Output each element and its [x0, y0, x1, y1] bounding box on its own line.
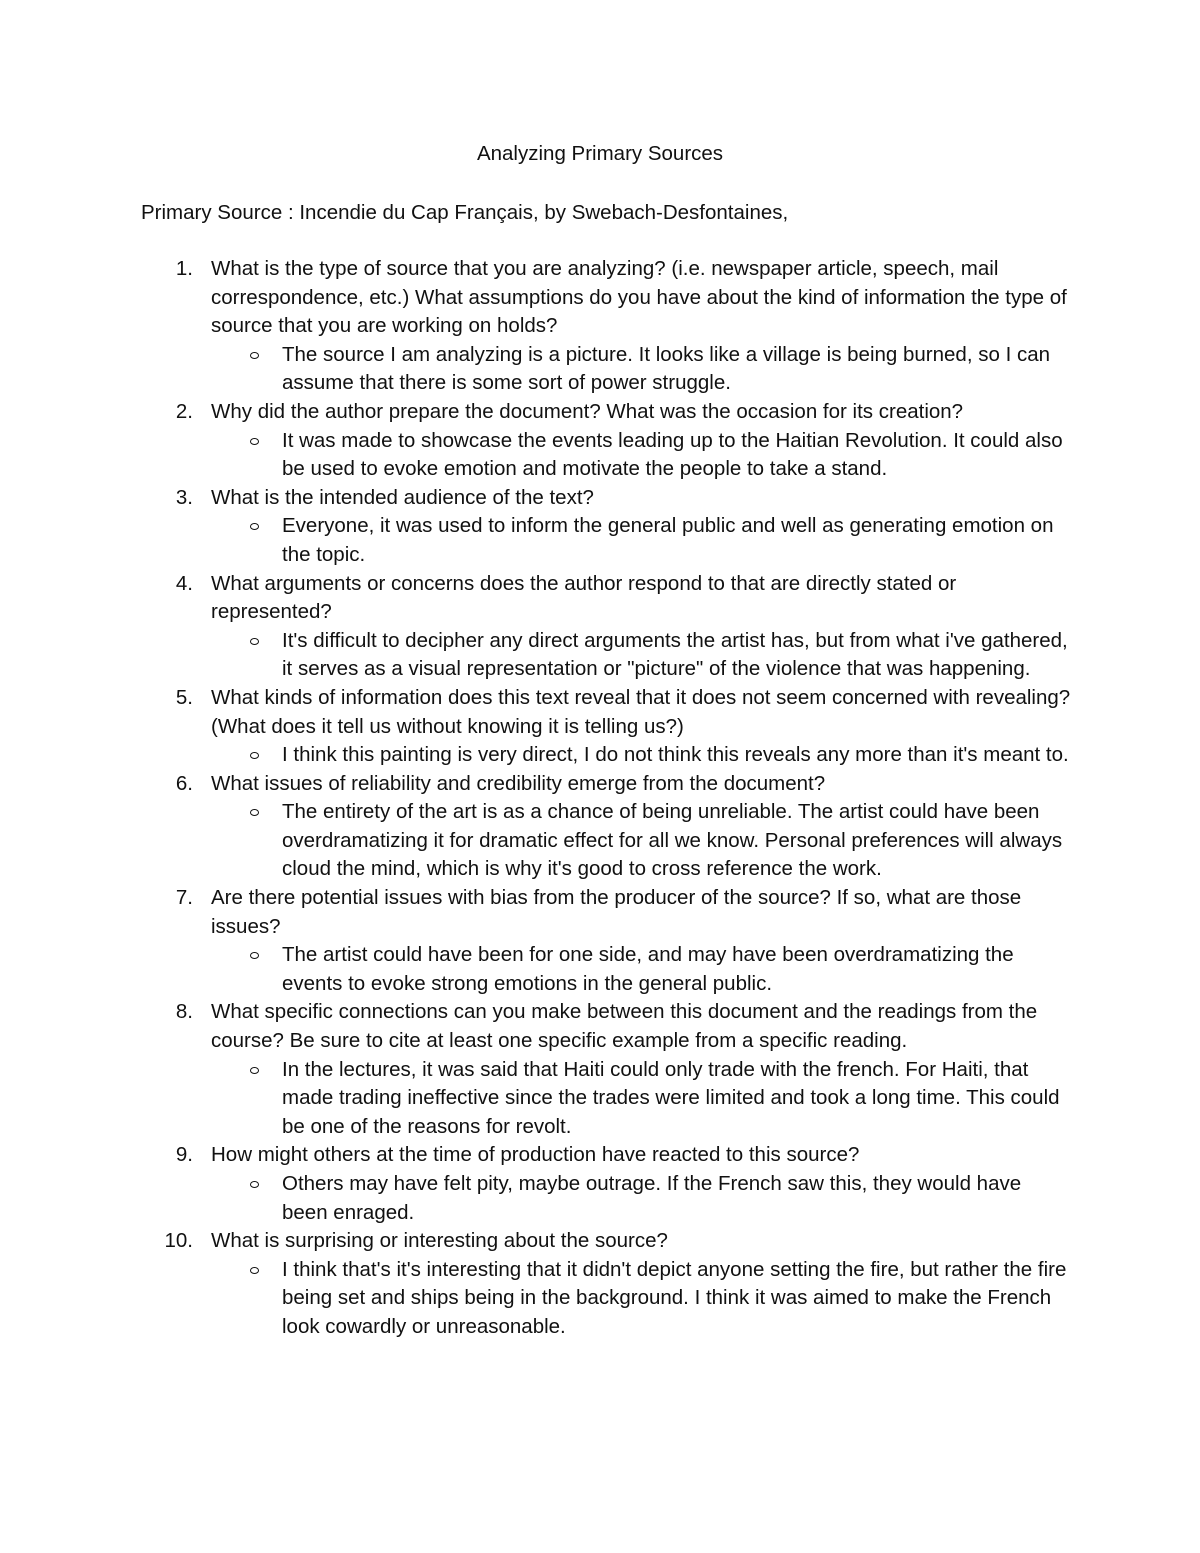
answer-item	[282, 1256, 1072, 1342]
answer-item	[282, 1170, 1072, 1227]
answer-text: The artist could have been for one side, and may have been overdramatizing the events to evoke strong emotions in the general public.	[282, 943, 1014, 995]
answer-list	[0, 341, 1200, 398]
question-number: 5.	[175, 685, 193, 709]
answer-list	[0, 1170, 1200, 1227]
answer-text: It's difficult to decipher any direct arguments the artist has, but from what i've gathered, it serves as a visual representation or "picture" of the violence that was happening.	[282, 628, 1068, 681]
question-number: 4.	[175, 571, 193, 595]
answer-text: Everyone, it was used to inform the general public and well as generating emotion on the topic.	[282, 514, 1054, 566]
question-text: Are there potential issues with bias from the producer of the source? If so, what are those issues?	[211, 886, 1022, 938]
answer-text: In the lectures, it was said that Haiti could only trade with the french. For Haiti, that made trading ineffective since the trades were limited and took a long time. This could be one of the reasons for revolt.	[282, 1057, 1060, 1138]
question-number: 6.	[175, 771, 193, 795]
answer-text: It was made to showcase the events leading up to the Haitian Revolution. It could also be used to evoke emotion and motivate the people to take a stand.	[282, 428, 1063, 481]
answer-list	[0, 941, 1200, 998]
question-number: 1.	[175, 257, 193, 280]
answer-list	[0, 627, 1200, 684]
hollow-circle-bullet-icon	[250, 638, 259, 645]
question-item	[0, 484, 1200, 570]
question-text: What issues of reliability and credibility emerge from the document?	[211, 771, 826, 795]
answer-text: I think this painting is very direct, I do not think this reveals any more than it's meant to.	[282, 743, 1069, 767]
hollow-circle-bullet-icon	[250, 438, 259, 445]
question-item	[0, 884, 1200, 998]
answer-item	[282, 627, 1072, 684]
hollow-circle-bullet-icon	[250, 952, 259, 959]
question-text: Why did the author prepare the document? What was the occasion for its creation?	[211, 399, 964, 423]
question-item	[0, 684, 1200, 770]
answer-item	[282, 741, 1072, 770]
question-text: What arguments or concerns does the author respond to that are directly stated or represented?	[211, 571, 957, 624]
question-text: What kinds of information does this text reveal that it does not seem concerned with revealing? (What does it tell us without knowing it is telling us?)	[211, 685, 1071, 738]
question-item	[0, 1141, 1200, 1227]
hollow-circle-bullet-icon	[250, 352, 259, 359]
answer-item	[282, 1056, 1072, 1142]
answer-list	[0, 427, 1200, 484]
answer-list	[0, 1056, 1200, 1142]
answer-text: I think that's it's interesting that it didn't depict anyone setting the fire, but rather the fire being set and ships being in the background. I think it was aimed to make the French look cowardly or unreasonable.	[282, 1257, 1067, 1338]
hollow-circle-bullet-icon	[250, 1267, 259, 1274]
question-number: 8.	[175, 1000, 193, 1024]
hollow-circle-bullet-icon	[250, 523, 259, 530]
hollow-circle-bullet-icon	[250, 809, 259, 816]
question-text: What is surprising or interesting about the source?	[211, 1229, 668, 1253]
question-text: What is the intended audience of the text?	[211, 485, 594, 509]
answer-item	[282, 941, 1072, 998]
document-title: Analyzing Primary Sources	[476, 142, 724, 165]
question-number: 9.	[175, 1143, 193, 1167]
question-item	[0, 1227, 1200, 1341]
question-item	[0, 255, 1200, 398]
question-item	[0, 398, 1200, 484]
question-list	[0, 255, 1200, 1342]
question-item	[0, 770, 1200, 884]
answer-item	[282, 512, 1072, 569]
question-item	[0, 998, 1200, 1141]
answer-list	[0, 798, 1200, 884]
answer-item	[282, 341, 1072, 398]
answer-text: The entirety of the art is as a chance of being unreliable. The artist could have been overdramatizing it for dramatic effect for all we know. Personal preferences will always cloud the mind, which is why it's good to cross reference the work.	[282, 800, 1063, 881]
question-text: What specific connections can you make between this document and the readings from the course? Be sure to cite at least one specific example from a specific reading.	[211, 1000, 1038, 1053]
answer-list	[0, 741, 1200, 770]
question-text: How might others at the time of production have reacted to this source?	[211, 1143, 860, 1167]
question-number: 3.	[175, 485, 193, 509]
question-number: 10.	[164, 1229, 193, 1253]
hollow-circle-bullet-icon	[250, 1067, 259, 1074]
answer-list	[0, 1256, 1200, 1342]
answer-text: Others may have felt pity, maybe outrage. If the French saw this, they would have been enraged.	[282, 1172, 1022, 1224]
answer-text: The source I am analyzing is a picture. It looks like a village is being burned, so I can assume that there is some sort of power struggle.	[282, 342, 1051, 395]
answer-list	[0, 512, 1200, 569]
hollow-circle-bullet-icon	[250, 752, 259, 759]
question-number: 2.	[175, 399, 193, 423]
question-text: What is the type of source that you are analyzing? (i.e. newspaper article, speech, mail correspondence, etc.) What assumptions do you have about the kind of information the type of source that you are working on holds?	[211, 257, 1067, 338]
hollow-circle-bullet-icon	[250, 1181, 259, 1188]
answer-item	[282, 427, 1072, 484]
question-number: 7.	[175, 886, 193, 910]
primary-source-line: Primary Source : Incendie du Cap Français, by Swebach-Desfontaines,	[141, 201, 789, 224]
answer-item	[282, 798, 1072, 884]
question-item	[0, 570, 1200, 684]
